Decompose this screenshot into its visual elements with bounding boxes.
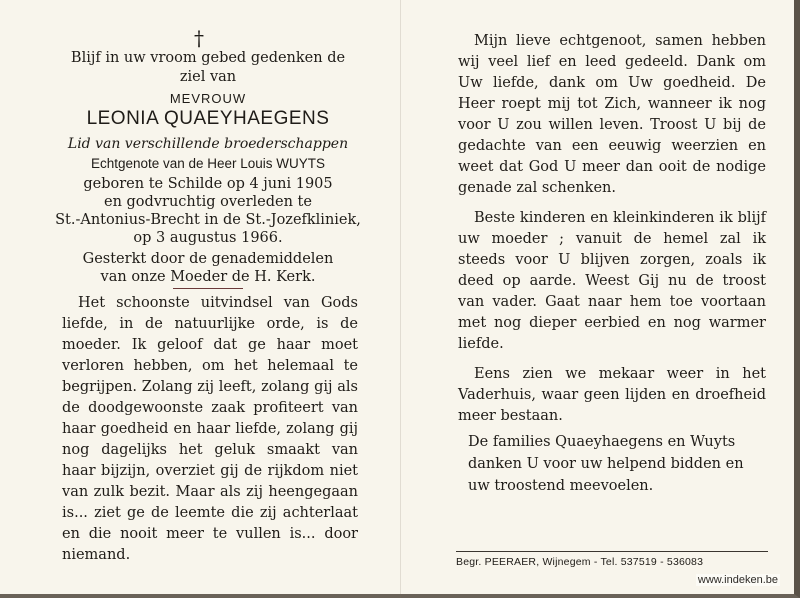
farewell-text [458,31,766,427]
right-page [432,0,770,598]
mother-paragraph: Het schoonste uitvindsel van Gods liefde, in de natuurlijke orde, is de moeder. Ik geloof dat ge haar moet verloren hebben, om het helemaal te begrijpen. Zolang zij leeft, zolang gij als de doodgewoonste zaak profiteert van haar goedheid en haar liefde, zolang gij nog dagelijks het geluk smaakt van haar bijzijn, overziet gij de rijkdom niet van zulk bezit. Maar als zij heengegaan is... ziet ge de leemte die zij achterlaat en die nooit meer te vullen is... door niemand. [62,295,358,563]
deceased-name: LEONIA QUAEYHAEGENS [86,108,330,129]
divider [173,288,243,289]
mother-text [62,293,358,566]
thanks-text: De families Quaeyhaegens en Wuyts danken U voor uw helpend bidden en uw troostend meevoelen. [468,434,744,494]
family-thanks [468,431,758,497]
header-line-2: ziel van [179,69,237,85]
death-line-3: op 3 augustus 1966. [133,230,283,246]
title-prefix: MEVROUW [169,91,247,106]
sacraments-line-1: Gesterkt door de genademiddelen [82,251,334,267]
farewell-paragraph-1: Mijn lieve echtgenoot, samen hebben wij veel lief en leed gedeeld. Dank om Uw liefde, dank om Uw goedheid. De Heer roept mij tot Zich, wanneer ik nog voor U zou willen leven. Troost U bij de gedachte van een eeuwig weerzien en weet dat God U meer dan ooit de nodige genade zal schenken. [458,33,766,196]
fold-line [400,0,401,598]
sacraments-line-2: van onze Moeder de H. Kerk. [100,269,316,285]
watermark: www.indeken.be [697,574,778,586]
membership-line: Lid van verschillende broederschappen [67,136,349,152]
farewell-paragraph-3: Eens zien we mekaar weer in het Vaderhuis, waar geen lijden en droefheid meer bestaan. [458,366,766,424]
death-line-2: St.-Antonius-Brecht in de St.-Jozefkliniek, [55,212,361,228]
farewell-paragraph-2: Beste kinderen en kleinkinderen ik blijf uw moeder ; vanuit de hemel zal ik steeds voor U blijven zorgen, zoals ik deed op aarde. Weest Gij nu de troost van vader. Gaat naar hem toe voortaan met nog dieper eerbied en nog warmer liefde. [458,210,766,352]
death-line-1: en godvruchtig overleden te [104,194,312,210]
left-page [40,0,376,598]
birth-line: geboren te Schilde op 4 juni 1905 [83,176,333,192]
spouse-line: Echtgenote van de Heer Louis WUYTS [90,156,326,171]
printer-footer: Begr. PEERAER, Wijnegem - Tel. 537519 - 536083 [456,551,768,568]
cross-icon: † [194,26,204,50]
header-line-1: Blijf in uw vroom gebed gedenken de [70,50,346,66]
